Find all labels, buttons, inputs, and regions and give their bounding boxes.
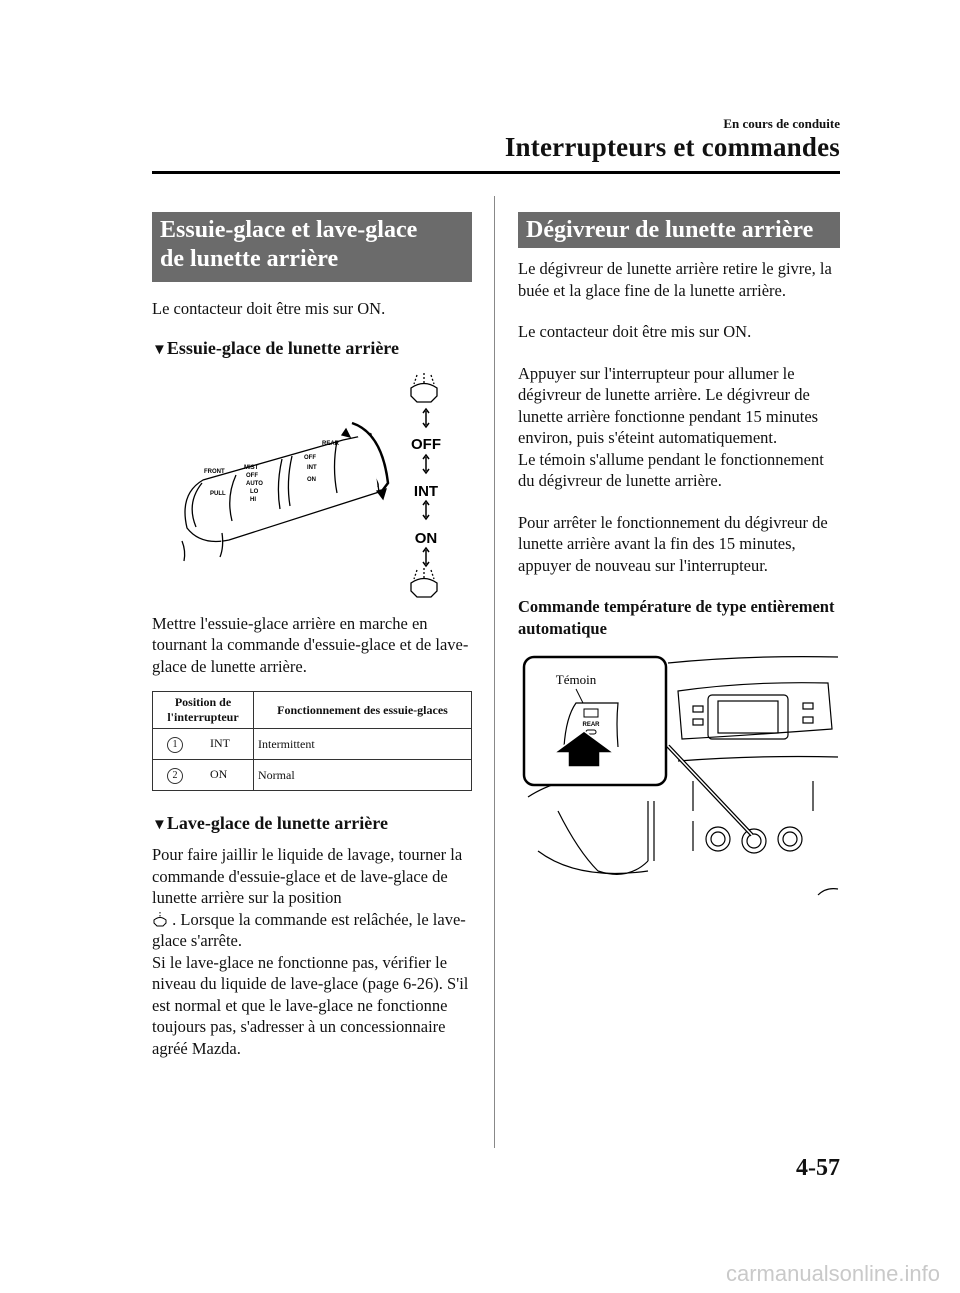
table-row	[153, 760, 472, 791]
watermark: carmanualsonline.info	[725, 1261, 940, 1286]
running-header-title: Interrupteurs et commandes	[504, 132, 840, 162]
svg-text:AUTO: AUTO	[246, 480, 263, 487]
indicator-callout-label: Témoin	[555, 672, 597, 687]
left-column	[152, 212, 472, 1059]
svg-text:OFF: OFF	[304, 454, 316, 461]
svg-text:LO: LO	[250, 488, 259, 495]
rear-wiper-instructions: Mettre l'essuie-glace arrière en marche en tournant la commande d'essuie-glace et de lave-glace de lunette arrière.	[152, 613, 469, 676]
table-header-function: Fonctionnement des essuie-glaces	[254, 692, 472, 729]
wiper-position-table	[152, 691, 472, 791]
right-column	[518, 212, 840, 911]
position-number-badge: 1	[167, 737, 183, 753]
on-label: ON	[414, 529, 438, 547]
position-cell: 2 ON	[153, 760, 254, 791]
svg-text:ON: ON	[307, 476, 316, 483]
dashboard-figure	[518, 651, 840, 911]
ignition-note: Le contacteur doit être mis sur ON.	[518, 322, 752, 341]
int-label: INT	[413, 482, 439, 500]
header-rule	[152, 171, 840, 174]
off-label: OFF	[411, 435, 441, 453]
triangle-bullet-icon: ▼	[152, 341, 167, 358]
running-header-section: En cours de conduite	[723, 116, 840, 131]
heading-line-1: Essuie-glace et lave-glace	[160, 217, 418, 243]
column-divider	[494, 196, 495, 1148]
position-cell: 1 INT	[153, 729, 254, 760]
ignition-note: Le contacteur doit être mis sur ON.	[152, 299, 386, 318]
svg-text:HI: HI	[250, 496, 256, 503]
section-heading-rear-defroster: Dégivreur de lunette arrière	[518, 212, 840, 248]
svg-text:FRONT: FRONT	[204, 468, 225, 475]
rear-washer-icon-bottom	[411, 568, 437, 597]
rear-washer-icon	[411, 373, 437, 402]
svg-text:REAR: REAR	[322, 440, 340, 447]
defroster-description: Le dégivreur de lunette arrière retire le givre, la buée et la glace fine de la lunette arrière.	[518, 259, 832, 300]
wiper-stalk-figure	[152, 363, 472, 603]
table-header-position: Position de l'interrupteur	[153, 692, 254, 729]
page-number: 4-57	[796, 1155, 840, 1181]
function-cell: Normal	[254, 760, 472, 791]
subheading-rear-washer: ▼Lave-glace de lunette arrière	[152, 813, 388, 833]
defroster-operation: Appuyer sur l'interrupteur pour allumer le dégivreur de lunette arrière. Le dégivreur de lunette arrière fonctionne pendant 15 minutes environ, puis s'éteint automatiquement. Le témoin s'allume pendant le fonctionnement du dégivreur de lunette arrière.	[518, 363, 824, 490]
svg-text:REAR: REAR	[582, 722, 600, 728]
rear-washer-instructions: Pour faire jaillir le liquide de lavage, tourner la commande d'essuie-glace et de lave-glace de lunette arrière sur la position . Lorsque la commande est relâchée, le lave-glace s'arrête. Si le lave-glace ne fonctionne pas, vérifier le niveau du liquide de lave-glace (page 6-26). S'il est normal et que le lave-glace ne fonctionne toujours pas, s'adresser à un concessionnaire agréé Mazda.	[152, 845, 469, 1058]
defroster-stop: Pour arrêter le fonctionnement du dégivreur de lunette arrière avant la fin des 15 minutes, appuyer de nouveau sur l'interrupteur.	[518, 512, 828, 575]
svg-text:OFF: OFF	[246, 472, 258, 479]
function-cell: Intermittent	[254, 729, 472, 760]
washer-position-icon	[152, 911, 168, 927]
table-row	[153, 729, 472, 760]
subheading-climate-control: Commande température de type entièrement automatique	[518, 597, 835, 638]
subheading-rear-wiper: ▼Essuie-glace de lunette arrière	[152, 337, 399, 358]
svg-text:MIST: MIST	[244, 464, 259, 471]
section-heading-rear-wiper	[152, 212, 472, 282]
position-number-badge: 2	[167, 768, 183, 784]
heading-line-2: de lunette arrière	[160, 246, 339, 272]
triangle-bullet-icon: ▼	[152, 817, 167, 833]
svg-text:INT: INT	[307, 464, 317, 471]
svg-text:PULL: PULL	[210, 490, 226, 497]
